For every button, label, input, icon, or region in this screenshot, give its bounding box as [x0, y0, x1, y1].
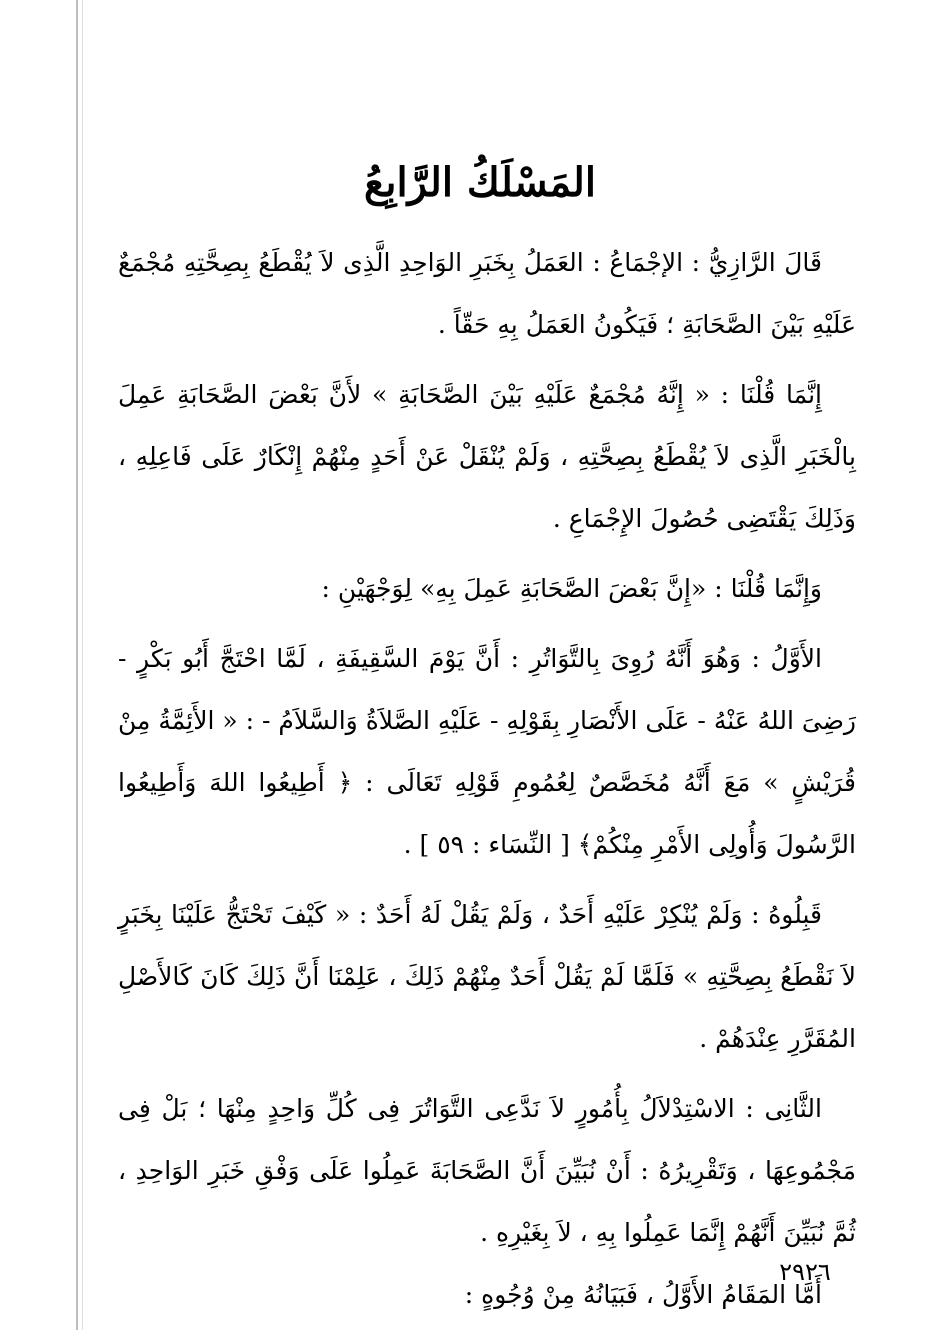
paragraph-razi-ijma: قَالَ الرَّازِيُّ : الإجْمَاعُ : العَمَلُ بِخَبَرِ الوَاحِدِ الَّذِى لاَ يُقْطَعُ بِصِحَّتِهِ مُجْمَعٌ عَلَيْهِ بَيْنَ الصَّحَابَةِ ؛ فَيَكُونُ العَمَلُ بِهِ حَقّاً . [118, 248, 856, 339]
binding-shadow-inner [82, 0, 83, 1330]
paragraph-first-aspect: الأَوَّلُ : وَهُوَ أَنَّهُ رُوِىَ بِالتَّوَاتُرِ : أَنَّ يَوْمَ السَّقِيفَةِ ، لَمَّا احْتَجَّ أَبُو بَكْرٍ - رَضِىَ اللهُ عَنْهُ - عَلَى الأَنْصَارِ بِقَوْلِهِ - عَلَيْهِ الصَّلاَةُ وَالسَّلاَمُ - : « الأَئِمَّةُ مِنْ قُرَيْشٍ » مَعَ أَنَّهُ مُخَصَّصٌ لِعُمُومِ قَوْلِهِ تَعَالَى : ﴿ أَطِيعُوا اللهَ وَأَطِيعُوا الرَّسُولَ وَأُولِى الأَمْرِ مِنْكُمْ﴾ [ النِّسَاء : ٥٩ ] . [118, 644, 856, 859]
paragraph-second-aspect: الثَّانِى : الاسْتِدْلاَلُ بِأُمُورٍ لاَ نَدَّعِى التَّوَاتُرَ فِى كُلِّ وَاحِدٍ مِنْهَا ؛ بَلْ فِى مَجْمُوعِهَا ، وَتَقْرِيرُهُ : أَنْ نُبَيِّنَ أَنَّ الصَّحَابَةَ عَمِلُوا عَلَى وَفْقِ خَبَرِ الوَاحِدِ ، ثُمَّ نُبَيِّنَ أَنَّهُمْ إِنَّمَا عَمِلُوا بِهِ ، لاَ بِغَيْرِهِ . [118, 1094, 856, 1247]
paragraph-two-aspects: وَإِنَّمَا قُلْنَا : «إِنَّ بَعْضَ الصَّحَابَةِ عَمِلَ بِهِ» لِوَجْهَيْنِ : [321, 574, 822, 603]
page-number: ٢٩٢٦ [779, 1258, 831, 1286]
paragraph-acceptance: قَبِلُوهُ : وَلَمْ يُنْكِرْ عَلَيْهِ أَحَدٌ ، وَلَمْ يَقُلْ لَهُ أَحَدٌ : « كَيْفَ تَحْتَجُّ عَلَيْنَا بِخَبَرٍ لاَ نَقْطَعُ بِصِحَّتِهِ » فَلَمَّا لَمْ يَقُلْ أَحَدٌ مِنْهُمْ ذَلِكَ ، عَلِمْنَا أَنَّ ذَلِكَ كَانَ كَالأَصْلِ المُقَرَّرِ عِنْدَهُمْ . [118, 900, 856, 1053]
paragraph-first-station: أَمَّا المَقَامُ الأَوَّلُ ، فَبَيَانُهُ مِنْ وُجُوهٍ : [464, 1280, 822, 1309]
body-text [118, 232, 856, 1326]
paragraph-ijma-proof: إِنَّمَا قُلْنَا : « إِنَّهُ مُجْمَعٌ عَلَيْهِ بَيْنَ الصَّحَابَةِ » لأَنَّ بَعْضَ الصَّحَابَةِ عَمِلَ بِالْخَبَرِ الَّذِى لاَ يُقْطَعُ بِصِحَّتِهِ ، وَلَمْ يُنْقَلْ عَنْ أَحَدٍ مِنْهُمْ إِنْكَارٌ عَلَى فَاعِلِهِ ، وَذَلِكَ يَقْتَضِى حُصُولَ الإِجْمَاعِ . [118, 380, 856, 533]
binding-shadow [76, 0, 78, 1330]
section-title: المَسْلَكُ الرَّابِعُ [364, 159, 596, 206]
